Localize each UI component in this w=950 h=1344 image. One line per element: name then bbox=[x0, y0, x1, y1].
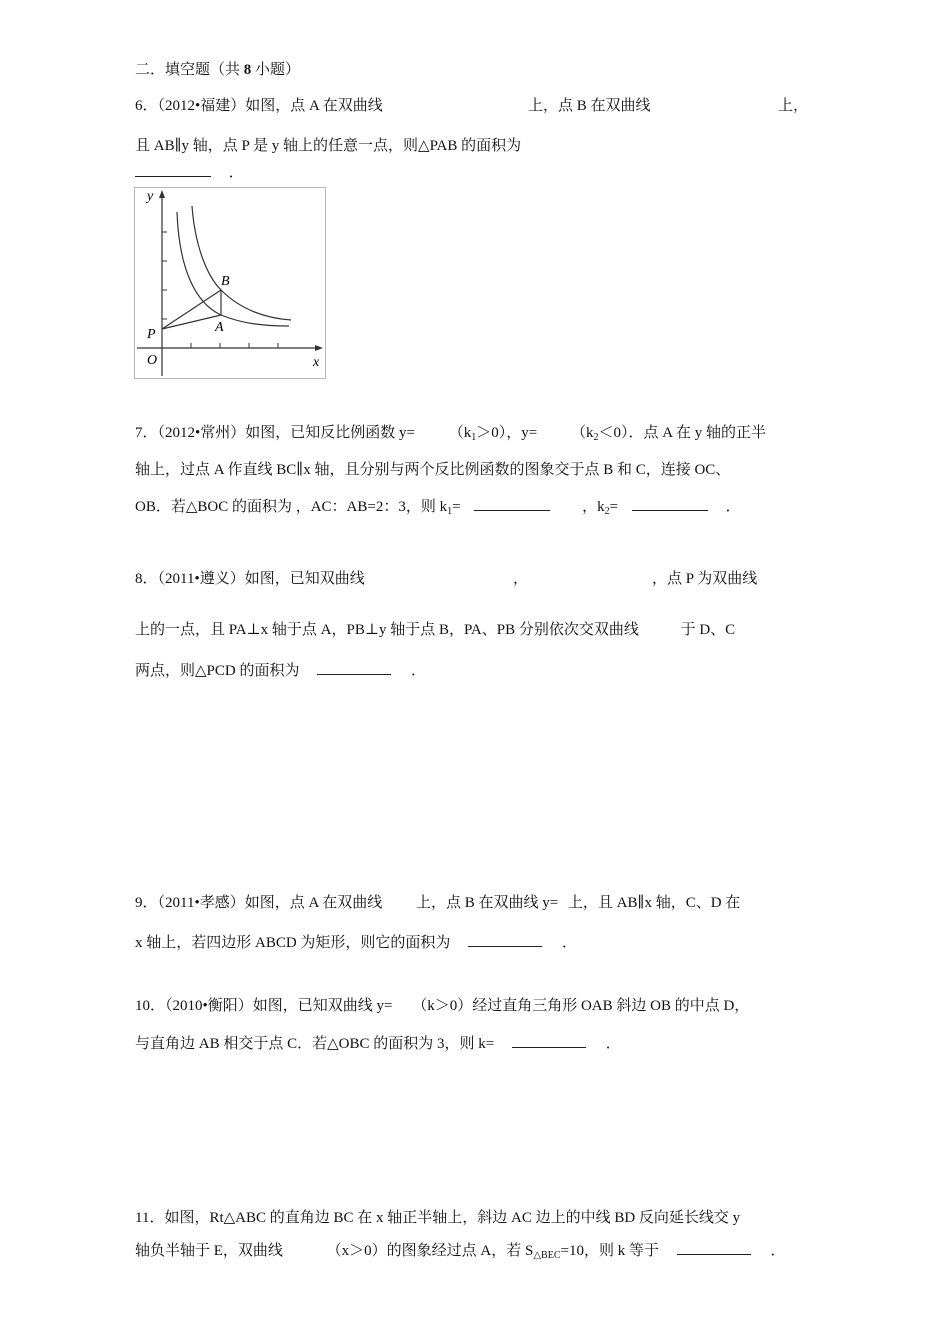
y-axis-arrow bbox=[159, 190, 165, 198]
q8-line3 bbox=[135, 660, 426, 681]
q6-answer-blank[interactable] bbox=[135, 162, 211, 177]
q7-sub3: 1 bbox=[447, 506, 453, 517]
q8-text-line3: 两点，则△PCD 的面积为 bbox=[135, 663, 300, 679]
section-title: 二．填空题（共 bbox=[135, 62, 241, 78]
q8-line1 bbox=[135, 569, 365, 589]
q11-text-c: =10，则 k 等于 bbox=[560, 1243, 659, 1259]
q9-text-line2: x 轴上，若四边形 ABCD 为矩形，则它的面积为 bbox=[135, 935, 451, 951]
section-suffix: 小题） bbox=[255, 62, 301, 78]
q8-line1-end bbox=[652, 569, 757, 589]
q7-text-line3c: ，k bbox=[582, 499, 605, 515]
q10-answer-blank[interactable] bbox=[512, 1033, 586, 1048]
q10-text-line2: 与直角边 AB 相交于点 C．若△OBC 的面积为 3，则 k= bbox=[135, 1036, 495, 1052]
q7-line2 bbox=[135, 460, 730, 480]
q9-text-b: 上，点 B 在双曲线 y= bbox=[415, 895, 559, 911]
section-header bbox=[135, 60, 300, 80]
q11-period: ． bbox=[770, 1243, 786, 1259]
q6-text-line2: 且 AB∥y 轴，点 P 是 y 轴上的任意一点，则△PAB 的面积为 bbox=[135, 138, 522, 154]
q9-line2 bbox=[135, 932, 577, 953]
q6-figure bbox=[134, 187, 326, 379]
q7-text-line3a: OB．若△BOC 的面积为 ，AC：AB=2：3，则 k bbox=[135, 499, 448, 515]
q11-answer-blank[interactable] bbox=[677, 1240, 751, 1255]
q7-text-b: （k bbox=[448, 425, 472, 441]
q10-line2 bbox=[135, 1033, 621, 1054]
q8-text-a: 8．（2011•遵义）如图，已知双曲线 bbox=[135, 571, 365, 587]
q10-line1 bbox=[135, 996, 749, 1016]
point-b-label: B bbox=[221, 274, 230, 289]
hyperbola-lower bbox=[177, 212, 289, 326]
point-a-label: A bbox=[215, 320, 224, 335]
q9-text-a: 9．（2011•孝感）如图，点 A 在双曲线 bbox=[135, 895, 383, 911]
q8-line2 bbox=[135, 620, 735, 640]
q6-line1-mid bbox=[528, 96, 651, 116]
q7-k1-blank[interactable] bbox=[474, 496, 550, 511]
q10-text-b: （k＞0）经过直角三角形 OAB 斜边 OB 的中点 D， bbox=[412, 998, 750, 1014]
q8-text-b: ， bbox=[513, 571, 529, 587]
y-label: y bbox=[147, 189, 154, 204]
q7-sub4: 2 bbox=[604, 506, 610, 517]
q11-text-b: （x＞0）的图象经过点 A，若 S bbox=[326, 1243, 534, 1259]
q7-text-line3b: = bbox=[452, 499, 461, 515]
q7-line3 bbox=[135, 496, 741, 522]
point-p-label: P bbox=[147, 327, 156, 342]
q7-sub2: 2 bbox=[593, 432, 599, 443]
q11-text-line1: 11．如图，Rt△ABC 的直角边 BC 在 x 轴正半轴上，斜边 AC 边上的中线 BD 反向延长线交 y bbox=[135, 1210, 741, 1226]
q8-text-line2a: 上的一点，且 PA⊥x 轴于点 A，PB⊥y 轴于点 B，PA、PB 分别依次交双曲线 bbox=[135, 622, 639, 638]
q7-line1 bbox=[135, 423, 766, 448]
hyperbola-upper bbox=[192, 206, 291, 320]
q9-answer-blank[interactable] bbox=[468, 932, 542, 947]
q10-period: ． bbox=[605, 1036, 621, 1052]
q7-text-c: ＞0），y= bbox=[476, 425, 538, 441]
q6-text-b: 上，点 B 在双曲线 bbox=[528, 98, 651, 114]
q11-line2 bbox=[135, 1240, 785, 1266]
q8-text-line2b: 于 D、C bbox=[680, 622, 736, 638]
x-label: x bbox=[313, 355, 320, 370]
q6-text-c: 上， bbox=[778, 98, 809, 114]
q6-line2 bbox=[135, 136, 521, 156]
q7-text-e: ＜0）．点 A 在 y 轴的正半 bbox=[598, 425, 766, 441]
q7-text-line3d: = bbox=[609, 499, 619, 515]
q6-line1 bbox=[135, 96, 383, 116]
q11-line1 bbox=[135, 1208, 740, 1228]
q6-text-a: 6．（2012•福建）如图，点 A 在双曲线 bbox=[135, 98, 383, 114]
q6-period: ． bbox=[228, 165, 244, 181]
q9-period: ． bbox=[561, 935, 577, 951]
q7-sub1: 1 bbox=[471, 432, 477, 443]
q8-period: ． bbox=[410, 663, 426, 679]
q10-text-a: 10．（2010•衡阳）如图，已知双曲线 y= bbox=[135, 998, 393, 1014]
q7-text-line2: 轴上，过点 A 作直线 BC∥x 轴，且分别与两个反比例函数的图象交于点 B 和 C，连接 OC、 bbox=[135, 462, 731, 478]
q8-answer-blank[interactable] bbox=[317, 660, 391, 675]
segment-pa bbox=[162, 315, 221, 329]
q6-line3 bbox=[135, 162, 244, 183]
q7-text-a: 7．（2012•常州）如图，已知反比例函数 y= bbox=[135, 425, 415, 441]
q8-line1-mid bbox=[513, 569, 528, 589]
q11-sub: △BEC bbox=[533, 1250, 561, 1261]
q7-k2-blank[interactable] bbox=[632, 496, 708, 511]
q8-text-c: ，点 P 为双曲线 bbox=[652, 571, 758, 587]
x-axis-arrow bbox=[315, 345, 323, 351]
q6-line1-end bbox=[778, 96, 808, 116]
q7-text-d: （k bbox=[570, 425, 594, 441]
q9-text-c: 上，且 AB∥x 轴，C、D 在 bbox=[567, 895, 741, 911]
origin-label: O bbox=[147, 353, 158, 368]
section-count: 8 bbox=[243, 62, 252, 78]
q6-graph bbox=[135, 188, 325, 378]
q11-text-a: 轴负半轴于 E，双曲线 bbox=[135, 1243, 283, 1259]
q7-period: ． bbox=[725, 499, 741, 515]
q9-line1 bbox=[135, 893, 740, 913]
